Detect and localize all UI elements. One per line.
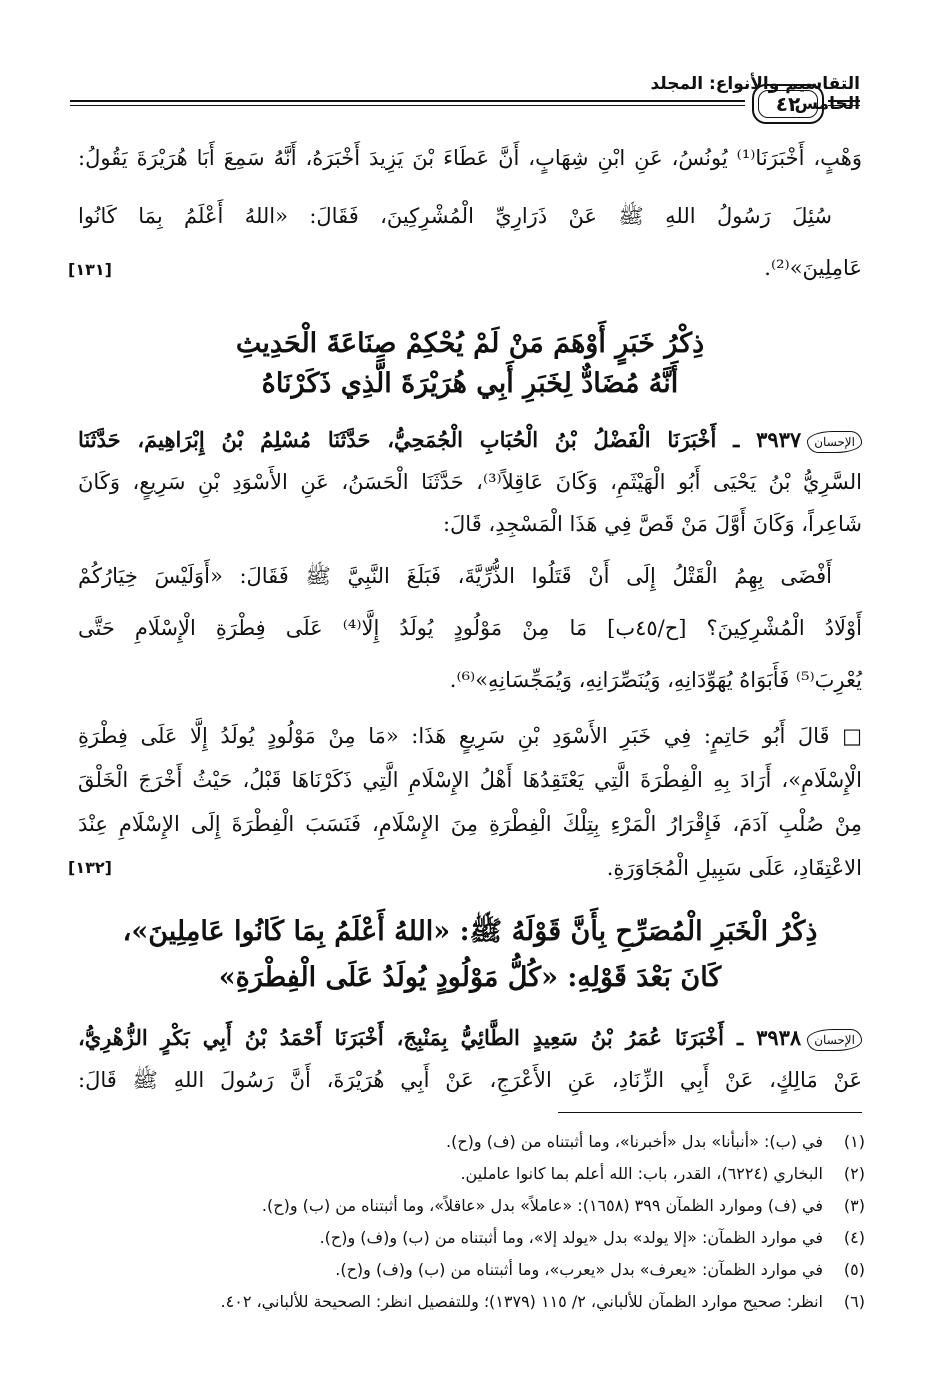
commentary-line: الْإِسْلَامِ»، أَرَادَ بِهِ الْفِطْرَةَ الَّتِي يَعْتَقِدُهَا أَهْلُ الإِسْلَامِ الَّتِي ذَكَرْنَاهَا قَبْلُ، حَيْثُ أَخْرَجَ الْخَلْقَ — [78, 768, 862, 792]
commentary-line: الاعْتِقَادِ، عَلَى سَبِيلِ الْمُجَاوَرَةِ. — [606, 856, 862, 880]
running-header-title: التقاسيم والأنواع: المجلد الخامس — [650, 74, 860, 114]
text-line: عَامِلِينَ»⁽²⁾. — [764, 256, 862, 280]
section-heading: كَانَ بَعْدَ قَوْلِهِ: «كُلُّ مَوْلُودٍ يُولَدُ عَلَى الْفِطْرَةِ» — [218, 962, 722, 993]
text-line: السَّرِيُّ بْنُ يَحْيَى أَبُو الْهَيْثَمِ، وَكَانَ عَاقِلاً⁽³⁾، حَدَّثَنَا الْحَسَنُ، عَنِ الأَسْوَدِ بْنِ سَرِيعٍ، وَكَانَ — [78, 470, 862, 494]
text-line: أَوْلَادُ الْمُشْرِكِينَ؟ [ح/٤٥ب] مَا مِنْ مَوْلُودٍ يُولَدُ إِلَّا⁽⁴⁾ عَلَى فِطْرَةِ الْإِسْلَامِ حَتَّى — [78, 616, 863, 640]
page-number-frame — [752, 84, 824, 124]
section-heading: ذِكْرُ الْخَبَرِ الْمُصَرِّحِ بِأَنَّ قَوْلَهُ ﷺ: «اللهُ أَعْلَمُ بِمَا كَانُوا عَامِلِينَ»، — [122, 916, 818, 947]
section-heading: أَنَّهُ مُضَادٌّ لِخَبَرِ أَبِي هُرَيْرَةَ الَّذِي ذَكَرْنَاهُ — [261, 368, 679, 399]
header-rule-right — [828, 100, 860, 102]
page-number: ٤٢ — [758, 90, 818, 118]
footnote: (٦)انظر: صحيح موارد الظمآن للألباني، ٢/ ١١٥ (١٣٧٩)؛ وللتفصيل انظر: الصحيحة للألباني، ٤٠٢. — [220, 1292, 865, 1311]
text-line: يُعْرِبَ⁽⁵⁾ فَأَبَوَاهُ يُهَوِّدَانِهِ، وَيُنَصِّرَانِهِ، وَيُمَجِّسَانِهِ»⁽⁶⁾. — [449, 668, 862, 692]
footnote: (١)في (ب): «أنبأنا» بدل «أخبرنا»، وما أثبتناه من (ف) و(ح). — [446, 1132, 865, 1151]
footnote: (٤)في موارد الظمآن: «إلا يولد» بدل «يولد إلا»، وما أثبتناه من (ب) و(ف) و(ح). — [319, 1228, 865, 1247]
text-line: سُئِلَ رَسُولُ اللهِ ﷺ عَنْ ذَرَارِيِّ الْمُشْرِكِينَ، فَقَالَ: «اللهُ أَعْلَمُ بِمَا كَانُوا — [78, 204, 832, 228]
text-line: عَنْ مَالِكٍ، عَنْ أَبِي الزِّنَادِ، عَنِ الأَعْرَجِ، عَنْ أَبِي هُرَيْرَةَ، أَنَّ رَسُولَ اللهِ ﷺ قَالَ: — [78, 1068, 862, 1092]
header-rule-right-thin — [828, 105, 860, 106]
footnote: (٥)في موارد الظمآن: «يعرف» بدل «يعرب»، وما أثبتناه من (ب) و(ف) و(ح). — [335, 1260, 865, 1279]
section-heading: ذِكْرُ خَبَرٍ أَوْهَمَ مَنْ لَمْ يُحْكِمْ صِنَاعَةَ الْحَدِيثِ — [235, 328, 705, 359]
footnote: (٢)البخاري (٦٢٢٤)، القدر، باب: الله أعلم بما كانوا عاملين. — [460, 1164, 865, 1183]
text-line: أَفْضَى بِهِمُ الْقَتْلُ إِلَى أَنْ قَتَلُوا الذُّرِّيَّةَ، فَبَلَغَ النَّبِيَّ ﷺ فَقَالَ: «أَوَلَيْسَ خِيَارُكُمْ — [78, 564, 832, 588]
reference-number: [١٣٢] — [68, 858, 112, 877]
commentary-line: □ قَالَ أَبُو حَاتِمٍ: فِي خَبَرِ الأَسْوَدِ بْنِ سَرِيعٍ هَذَا: «مَا مِنْ مَوْلُودٍ يُولَدُ إِلَّا عَلَى فِطْرَةِ — [78, 724, 862, 748]
footnote: (٣)في (ف) وموارد الظمآن ٣٩٩ (١٦٥٨): «عاملاً» بدل «عاقلاً»، وما أثبتناه من (ب) و(ح). — [261, 1196, 865, 1215]
hadith-badge: الإحسان — [807, 431, 862, 453]
hadith-badge: الإحسان — [807, 1029, 862, 1051]
hadith-3938-line: الإحسان٣٩٣٨ ـ أَخْبَرَنَا عُمَرُ بْنُ سَعِيدٍ الطَّائِيُّ بِمَنْبِجَ، أَخْبَرَنَا أَحْمَدُ بْنُ أَبِي بَكْرٍ الزُّهْرِيُّ، — [78, 1018, 862, 1058]
commentary-line: مِنْ صُلْبِ آدَمَ، فَإِقْرَارُ الْمَرْءِ بِتِلْكَ الْفِطْرَةِ مِنَ الإِسْلَامِ، فَنَسَبَ الْفِطْرَةَ إِلَى الإِسْلَامِ عِنْدَ — [78, 812, 862, 836]
header-rule — [70, 100, 745, 102]
reference-number: [١٣١] — [68, 260, 112, 279]
text-line: وَهْبٍ، أَخْبَرَنَا⁽¹⁾ يُونُسُ، عَنِ ابْنِ شِهَابٍ، أَنَّ عَطَاءَ بْنَ يَزِيدَ أَخْبَرَهُ، أَنَّهُ سَمِعَ أَبَا هُرَيْرَةَ يَقُولُ: — [78, 146, 862, 170]
header-rule-thin — [70, 105, 745, 106]
text-line: شَاعِراً، وَكَانَ أَوَّلَ مَنْ قَصَّ فِي هَذَا الْمَسْجِدِ، قَالَ: — [442, 512, 862, 536]
hadith-3937-line: الإحسان٣٩٣٧ ـ أَخْبَرَنَا الْفَضْلُ بْنُ الْحُبَابِ الْجُمَحِيُّ، حَدَّثَنَا مُسْلِمُ بْنُ إِبْرَاهِيمَ، حَدَّثَنَا — [78, 420, 862, 460]
footnote-separator — [558, 1112, 862, 1113]
